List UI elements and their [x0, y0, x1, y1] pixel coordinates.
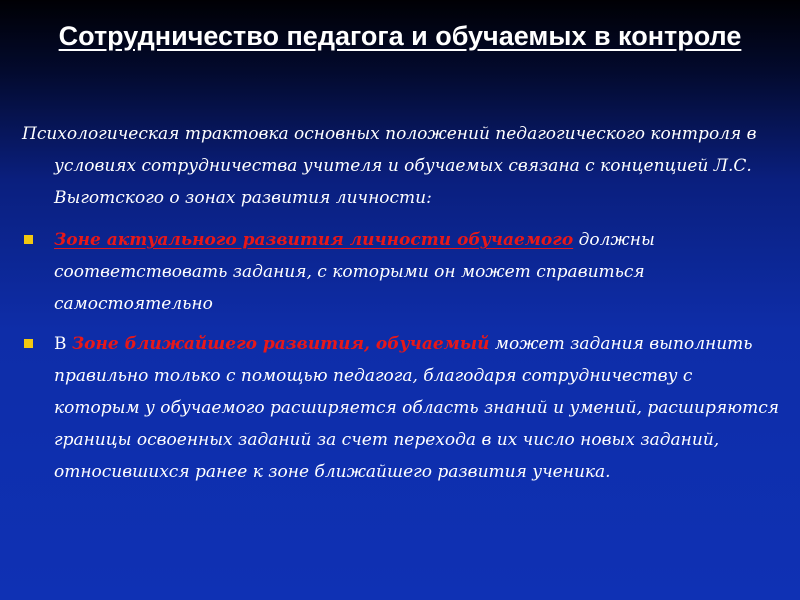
bullet-item-proximal-zone: [22, 328, 782, 488]
highlight-actual-zone: Зоне актуального развития личности обучаемого: [54, 230, 574, 250]
bullet-item-actual-zone: [22, 224, 782, 320]
slide-content: [22, 118, 782, 488]
square-bullet-icon: [24, 235, 33, 244]
slide-title: Сотрудничество педагога и обучаемых в контроле: [58, 21, 742, 51]
square-bullet-icon: [24, 339, 33, 348]
bullet-text-actual-zone: должны соответствовать задания, с которыми он может справиться самостоятельно: [54, 230, 655, 314]
intro-paragraph: Психологическая трактовка основных положений педагогического контроля в условиях сотрудничества учителя и обучаемых связана с концепцией Л.С. Выготского о зонах развития личности:: [22, 124, 757, 208]
bullet-text-proximal-zone: может задания выполнить правильно только с помощью педагога, благодаря сотрудничеству с которым у обучаемого расширяется область знаний и умений, расширяются границы освоенных заданий за счет перехода в их число новых заданий, относившихся ранее к зоне ближайшего развития ученика.: [54, 334, 779, 482]
bullet-prefix-proximal-zone: В: [54, 334, 72, 354]
highlight-proximal-zone: Зоне ближайшего развития, обучаемый: [71, 334, 490, 354]
